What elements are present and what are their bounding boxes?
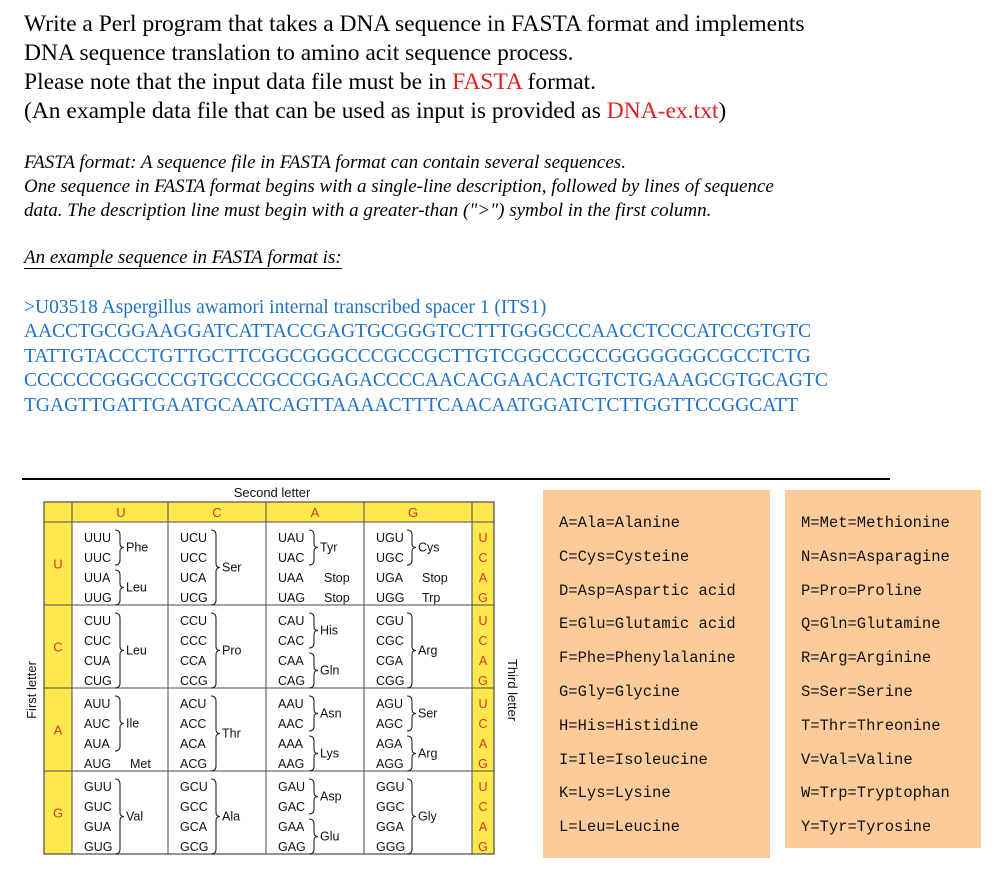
codon-brace xyxy=(407,530,416,565)
codon: UAC xyxy=(278,551,305,565)
codon: AAG xyxy=(278,757,305,771)
third-letter-U: U xyxy=(478,614,488,628)
third-letter-U: U xyxy=(478,531,488,545)
codon-brace xyxy=(211,779,220,854)
codon: CCG xyxy=(180,674,208,688)
intro-line-3: Please note that the input data file must be in FASTA format. xyxy=(24,69,597,95)
codon: AUC xyxy=(84,717,111,731)
amino-acid-label: Trp xyxy=(422,591,441,605)
amino-acid-entry: M=Met=Methionine xyxy=(801,514,950,532)
codon: GCA xyxy=(180,820,208,834)
amino-acid-entry: V=Val=Valine xyxy=(801,750,913,769)
third-letter-G: G xyxy=(478,674,488,688)
amino-acid-label: Stop xyxy=(422,571,448,585)
codon-brace xyxy=(211,613,220,688)
amino-acid-entry: R=Arg=Arginine xyxy=(801,649,932,668)
amino-acid-label: Phe xyxy=(126,540,149,555)
third-letter-C: C xyxy=(478,634,488,648)
amino-acid-label: Arg xyxy=(418,746,438,761)
codon-brace xyxy=(309,653,318,688)
codon: ACC xyxy=(180,717,207,731)
amino-acid-label: Ala xyxy=(222,809,241,824)
amino-acid-label: Gly xyxy=(418,809,437,824)
codon-brace xyxy=(115,779,124,854)
codon-brace xyxy=(309,736,318,771)
amino-acid-label: Ile xyxy=(126,716,140,731)
intro-line-2: DNA sequence translation to amino acit sequence process. xyxy=(24,40,574,66)
codon: CCU xyxy=(180,614,208,628)
sequence-line: CCCCCCGGGCCCGTGCCCGCCGGAGACCCCAACACGAACACTGTCTGAAAGCGTGCAGTC xyxy=(24,370,828,392)
amino-acid-entry: L=Leu=Leucine xyxy=(559,818,680,837)
second-letter-label: Second letter xyxy=(233,485,311,500)
third-letter-A: A xyxy=(478,654,488,668)
third-letter-C: C xyxy=(478,800,488,814)
amino-acid-label: Leu xyxy=(126,580,147,595)
codon: GGC xyxy=(376,800,405,814)
second-letter-header xyxy=(44,502,494,522)
codon: ACG xyxy=(180,757,208,771)
fasta-definition xyxy=(24,151,774,223)
third-letter-A: A xyxy=(478,737,488,751)
codon: CAA xyxy=(278,654,304,668)
codon: CAG xyxy=(278,674,306,688)
codon: AAU xyxy=(278,697,304,711)
example-heading: An example sequence in FASTA format is: xyxy=(24,247,342,268)
codon: GUA xyxy=(84,820,112,834)
codon: GCU xyxy=(180,780,208,794)
amino-acid-label: Ser xyxy=(418,706,438,721)
third-letter-U: U xyxy=(478,780,488,794)
amino-acid-label: Cys xyxy=(418,540,440,555)
codon-brace xyxy=(115,613,124,688)
codon: GUC xyxy=(84,800,112,814)
codon-brace xyxy=(407,696,416,731)
codon: GCG xyxy=(180,840,209,854)
fasta-def-line-2: One sequence in FASTA format begins with a single-line description, followed by lines of sequence xyxy=(24,176,774,197)
codon-brace xyxy=(211,530,220,605)
amino-acid-entry: Y=Tyr=Tyrosine xyxy=(801,818,932,837)
amino-acid-label: Stop xyxy=(324,591,350,605)
amino-acid-label: His xyxy=(320,623,339,638)
third-letter-C: C xyxy=(478,717,488,731)
sequence-line: AACCTGCGGAAGGATCATTACCGAGTGCGGGTCCTTTGGGCCCAACCTCCCATCCGTGTC xyxy=(24,321,812,343)
codon: UGC xyxy=(376,551,404,565)
third-letter-U: U xyxy=(478,697,488,711)
amino-acid-entry: N=Asn=Asparagine xyxy=(801,547,950,566)
codon: CUA xyxy=(84,654,111,668)
amino-acid-entry: H=His=Histidine xyxy=(559,716,699,735)
amino-acid-entry: K=Lys=Lysine xyxy=(559,784,671,803)
codon: CGA xyxy=(376,654,404,668)
codon: CGG xyxy=(376,674,405,688)
sequence-header: >U03518 Aspergillus awamori internal transcribed spacer 1 (ITS1) xyxy=(24,297,547,318)
amino-acid-label: Lys xyxy=(320,746,339,761)
sequence-line: TGAGTTGATTGAATGCAATCAGTTAAAACTTTCAACAATGGATCTCTTGGTTCCGGCATT xyxy=(24,394,799,416)
codon: AGA xyxy=(376,737,403,751)
amino-acid-entry: G=Gly=Glycine xyxy=(559,683,680,701)
second-letter-U: U xyxy=(116,505,126,520)
amino-acid-entry: A=Ala=Alanine xyxy=(559,514,680,532)
codon-brace xyxy=(309,613,318,648)
amino-acid-entry: Q=Gln=Glutamine xyxy=(801,615,941,634)
codon-brace xyxy=(115,696,124,751)
amino-acid-label: Ser xyxy=(222,560,242,575)
second-letter-G: G xyxy=(407,505,419,520)
codon: UAA xyxy=(278,571,304,585)
codon: ACU xyxy=(180,697,207,711)
codon: CUC xyxy=(84,634,112,648)
codon: UUA xyxy=(84,571,111,585)
codon: CUG xyxy=(84,674,112,688)
codon: CAU xyxy=(278,614,305,628)
third-letter-C: C xyxy=(478,551,488,565)
second-letter-C: C xyxy=(212,505,222,520)
third-letter-label: Third letter xyxy=(505,658,520,722)
fasta-def-line-3: data. The description line must begin with a greater-than (">") symbol in the first column. xyxy=(24,200,712,221)
fasta-def-line-1: FASTA format: A sequence file in FASTA format can contain several sequences. xyxy=(24,152,626,173)
codon: AGU xyxy=(376,697,404,711)
codon: UAG xyxy=(278,591,306,605)
codon-brace xyxy=(211,696,220,771)
amino-acid-label: Stop xyxy=(324,571,350,585)
codon: AUA xyxy=(84,737,110,751)
amino-acid-label: Tyr xyxy=(320,540,338,555)
codon-brace xyxy=(309,696,318,731)
intro-line-1: Write a Perl program that takes a DNA sequence in FASTA format and implements xyxy=(24,11,805,37)
third-letter-G: G xyxy=(478,757,488,771)
first-letter-G: G xyxy=(52,805,64,821)
sequence-line: TATTGTACCCTGTTGCTTCGGCGGGCCCGCCGCTTGTCGGCCGCCGGGGGGGCGCCTCTG xyxy=(24,345,811,367)
first-letter-U: U xyxy=(53,556,63,572)
codon: GAU xyxy=(278,780,306,794)
codon: UAU xyxy=(278,531,305,545)
example-file-name: DNA-ex.txt xyxy=(606,98,719,124)
codon: CUU xyxy=(84,614,112,628)
codon: AUU xyxy=(84,697,111,711)
amino-acid-entry: W=Trp=Tryptophan xyxy=(801,784,950,803)
codon: GAG xyxy=(278,840,306,854)
first-letter-C: C xyxy=(53,639,63,655)
third-letter-A: A xyxy=(478,571,488,585)
codon-brace xyxy=(407,779,416,854)
codon: UGA xyxy=(376,571,404,585)
amino-acid-label: Arg xyxy=(418,643,438,658)
amino-acid-label: Thr xyxy=(222,726,241,741)
codon: GUU xyxy=(84,780,112,794)
codon: GUG xyxy=(84,840,113,854)
amino-acid-entry: D=Asp=Aspartic acid xyxy=(559,581,736,600)
amino-acid-entry: T=Thr=Threonine xyxy=(801,716,941,735)
amino-acid-entry: F=Phe=Phenylalanine xyxy=(559,649,736,668)
amino-acid-entry: I=Ile=Isoleucine xyxy=(559,750,708,769)
codon: UUG xyxy=(84,591,112,605)
amino-acid-entry: S=Ser=Serine xyxy=(801,683,913,701)
codon: AAA xyxy=(278,737,304,751)
codon: AAC xyxy=(278,717,304,731)
intro-paragraph xyxy=(24,10,805,126)
third-letter-A: A xyxy=(478,820,488,834)
codon: AGG xyxy=(376,757,404,771)
codon: UUU xyxy=(84,531,112,545)
first-letter-label: First letter xyxy=(24,661,39,719)
codon: CCC xyxy=(180,634,208,648)
codon: CGU xyxy=(376,614,404,628)
codon: ACA xyxy=(180,737,206,751)
amino-acid-entry: E=Glu=Glutamic acid xyxy=(559,615,736,634)
amino-acid-label: Asp xyxy=(320,789,342,804)
codon: UCU xyxy=(180,531,208,545)
codon-brace xyxy=(407,736,416,771)
amino-acid-entry: P=Pro=Proline xyxy=(801,581,922,600)
fasta-highlight: FASTA xyxy=(452,69,522,95)
codon-brace xyxy=(115,570,124,605)
codon-brace xyxy=(115,530,124,565)
amino-acid-label: Pro xyxy=(222,643,242,658)
codon: CCA xyxy=(180,654,207,668)
intro-line-4: (An example data file that can be used as input is provided as DNA-ex.txt) xyxy=(24,98,727,124)
codon: GGG xyxy=(376,840,406,854)
codon: UGU xyxy=(376,531,404,545)
codon: GCC xyxy=(180,800,208,814)
amino-acid-label: Glu xyxy=(320,829,340,844)
amino-acid-label: Met xyxy=(130,757,151,771)
codon: UCG xyxy=(180,591,208,605)
codon: UCA xyxy=(180,571,207,585)
codon: CAC xyxy=(278,634,305,648)
fasta-example-sequence xyxy=(24,296,828,418)
codon: AGC xyxy=(376,717,404,731)
third-letter-G: G xyxy=(478,591,488,605)
codon: GGA xyxy=(376,820,404,834)
codon-brace xyxy=(407,613,416,688)
codon: CGC xyxy=(376,634,404,648)
amino-acid-label: Gln xyxy=(320,663,340,678)
amino-acid-legend-left xyxy=(543,490,770,858)
third-letter-G: G xyxy=(478,840,488,854)
codon: UUC xyxy=(84,551,112,565)
amino-acid-label: Val xyxy=(126,809,144,824)
amino-acid-label: Leu xyxy=(126,643,147,658)
codon: GGU xyxy=(376,780,405,794)
amino-acid-label: Asn xyxy=(320,706,342,721)
codon-brace xyxy=(309,530,318,565)
codon: UGG xyxy=(376,591,405,605)
second-letter-A: A xyxy=(310,505,320,520)
codon-brace xyxy=(309,779,318,814)
amino-acid-entry: C=Cys=Cysteine xyxy=(559,547,690,566)
codon: UCC xyxy=(180,551,208,565)
codon: GAA xyxy=(278,820,305,834)
codon: AUG xyxy=(84,757,112,771)
amino-acid-legend-right xyxy=(785,490,981,848)
first-letter-A: A xyxy=(53,722,63,738)
codon: GAC xyxy=(278,800,306,814)
codon-table xyxy=(0,480,530,872)
codon-brace xyxy=(309,819,318,854)
